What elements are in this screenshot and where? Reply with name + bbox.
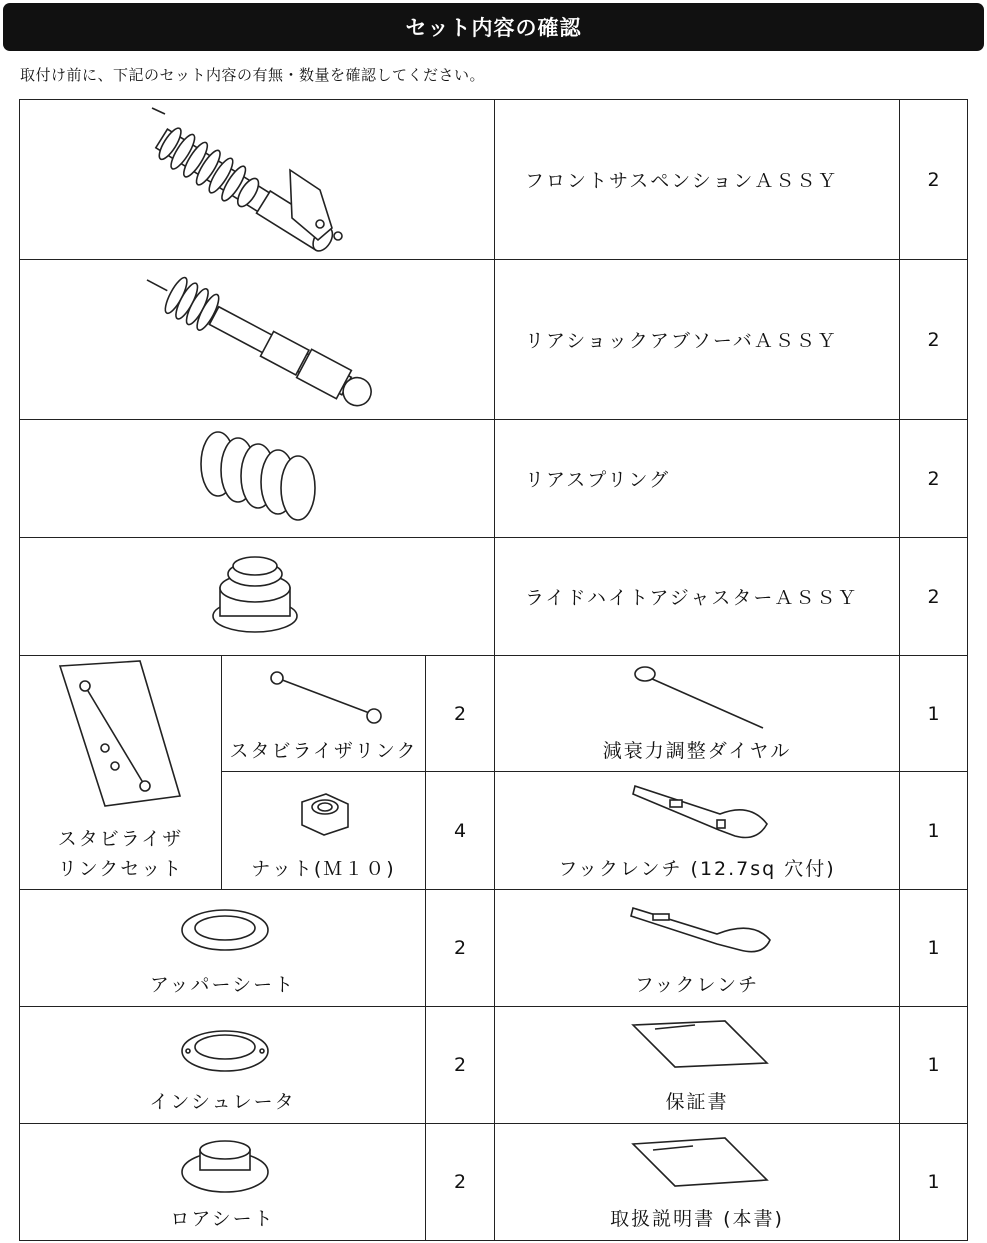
ride-height-adjuster-illustration <box>20 538 496 657</box>
ride-height-name-cell <box>494 537 900 656</box>
hook-wrench-label: フックレンチ <box>634 974 760 996</box>
damper-dial-cell <box>494 655 900 772</box>
nut-qty: 4 <box>425 771 495 890</box>
manual-qty: 1 <box>899 1123 968 1241</box>
rear-shock-qty: 2 <box>899 259 968 420</box>
front-suspension-qty: 2 <box>899 99 968 260</box>
lower-seat-qty: 2 <box>425 1123 495 1241</box>
lower-seat-cell <box>19 1123 426 1241</box>
upper-seat-label: アッパーシート <box>149 974 296 996</box>
damper-dial-qty: 1 <box>899 655 968 772</box>
upper-seat-qty: 2 <box>425 889 495 1007</box>
insulator-qty: 2 <box>425 1006 495 1124</box>
stabilizer-set-label-line1: スタビライザ <box>57 828 184 850</box>
damper-dial-label: 減衰力調整ダイヤル <box>602 740 792 762</box>
hook-wrench-qty: 1 <box>899 889 968 1007</box>
front-suspension-label: フロントサスペンションＡＳＳＹ <box>525 170 839 192</box>
stabilizer-link-qty: 2 <box>425 655 495 772</box>
stabilizer-set-cell <box>19 655 222 890</box>
lower-seat-label: ロアシート <box>170 1208 275 1230</box>
rear-spring-label: リアスプリング <box>525 469 671 491</box>
ride-height-image-cell <box>19 537 495 656</box>
hook-wrench-hole-qty: 1 <box>899 771 968 890</box>
rear-spring-name-cell <box>494 419 900 538</box>
intro-text: 取付け前に、下記のセット内容の有無・数量を確認してください。 <box>20 66 486 84</box>
manual-cell <box>494 1123 900 1241</box>
rear-shock-image-cell <box>19 259 495 420</box>
manual-label: 取扱説明書 (本書) <box>610 1208 784 1230</box>
rear-spring-image-cell <box>19 419 495 538</box>
insulator-label: インシュレータ <box>149 1091 296 1113</box>
rear-spring-illustration <box>20 420 496 539</box>
rear-shock-name-cell <box>494 259 900 420</box>
ride-height-label: ライドハイトアジャスターＡＳＳＹ <box>525 587 859 609</box>
page-title: セット内容の確認 <box>3 3 984 51</box>
upper-seat-cell <box>19 889 426 1007</box>
ride-height-qty: 2 <box>899 537 968 656</box>
stabilizer-link-label: スタビライザリンク <box>229 740 418 762</box>
rear-shock-illustration <box>20 260 496 421</box>
hook-wrench-cell <box>494 889 900 1007</box>
hook-wrench-hole-cell <box>494 771 900 890</box>
stabilizer-link-cell <box>221 655 426 772</box>
warranty-qty: 1 <box>899 1006 968 1124</box>
warranty-cell <box>494 1006 900 1124</box>
front-suspension-image-cell <box>19 99 495 260</box>
nut-cell <box>221 771 426 890</box>
nut-label: ナット(Ｍ１０) <box>251 858 396 880</box>
front-suspension-illustration <box>20 100 496 261</box>
front-suspension-name-cell <box>494 99 900 260</box>
warranty-label: 保証書 <box>665 1091 729 1113</box>
rear-shock-label: リアショックアブソーバＡＳＳＹ <box>525 330 838 352</box>
insulator-cell <box>19 1006 426 1124</box>
rear-spring-qty: 2 <box>899 419 968 538</box>
hook-wrench-hole-label: フックレンチ (12.7sq 穴付) <box>558 858 836 880</box>
stabilizer-set-label-line2: リンクセット <box>57 858 184 880</box>
